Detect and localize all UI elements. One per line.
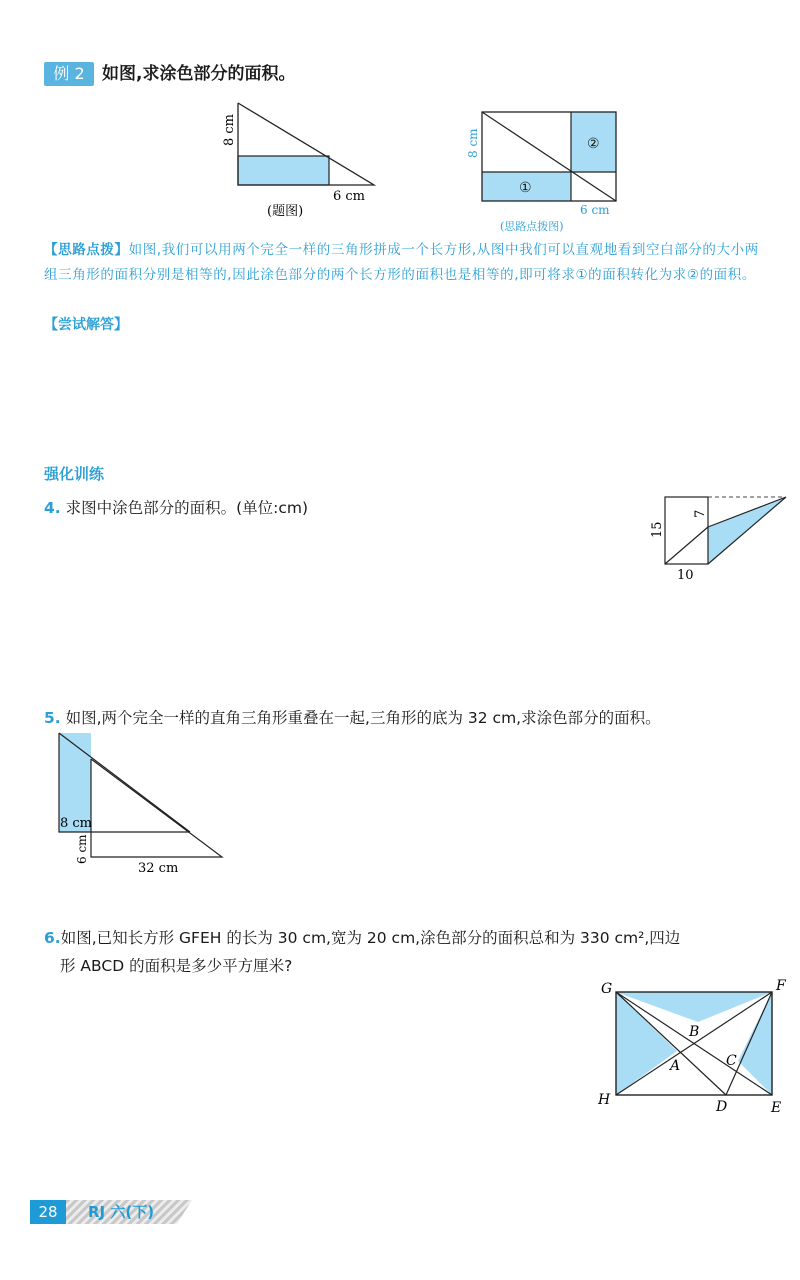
question-6-text-line2: 形 ABCD 的面积是多少平方厘米? — [60, 957, 293, 975]
fig2-label-8cm: 8 cm — [466, 128, 480, 158]
question-4-number: 4. — [44, 499, 61, 517]
q6-label-G: G — [601, 981, 613, 997]
example-title: 如图,求涂色部分的面积。 — [102, 64, 296, 84]
question-5-number: 5. — [44, 709, 61, 727]
fig2-region-1-label: ① — [519, 180, 532, 196]
hint-tag: 【思路点拨】 — [44, 242, 129, 258]
example-badge: 例 2 — [44, 62, 94, 86]
section-title: 强化训练 — [44, 465, 105, 483]
fig1-caption: (题图) — [267, 204, 304, 219]
q5-label-6cm: 6 cm — [75, 834, 89, 864]
q4-label-15: 15 — [650, 521, 665, 538]
q4-label-7: 7 — [693, 509, 708, 518]
q6-label-E: E — [771, 1100, 782, 1116]
q5-label-8cm: 8 cm — [60, 816, 93, 831]
question-6-number: 6. — [44, 929, 61, 947]
q6-shaded-right — [738, 992, 772, 1095]
question-4-text: 求图中涂色部分的面积。(单位:cm) — [65, 499, 309, 517]
q6-label-A: A — [670, 1058, 681, 1074]
fig2-region-2-label: ② — [587, 136, 600, 152]
q5-label-32cm: 32 cm — [138, 861, 179, 876]
q6-label-C: C — [726, 1053, 737, 1069]
question-5-text: 如图,两个完全一样的直角三角形重叠在一起,三角形的底为 32 cm,求涂色部分的面积。 — [65, 709, 661, 727]
hint-text: 如图,我们可以用两个完全一样的三角形拼成一个长方形,从图中我们可以直观地看到空白部分的大小两组三角形的面积分别是相等的,因此涂色部分的两个长方形的面积也是相等的,即可将求①的面积转化为求②的面积。 — [44, 242, 759, 283]
try-answer-label: 【尝试解答】 — [44, 317, 128, 333]
question-6-text-line1: 如图,已知长方形 GFEH 的长为 30 cm,宽为 20 cm,涂色部分的面积总和为 330 cm²,四边 — [60, 929, 681, 947]
page-number: 28 — [30, 1200, 66, 1224]
q4-label-10: 10 — [677, 568, 694, 583]
q6-label-B: B — [689, 1024, 700, 1040]
fig2-caption: (思路点拨图) — [500, 220, 564, 233]
fig1-label-8cm: 8 cm — [222, 113, 237, 146]
q6-label-F: F — [776, 978, 786, 994]
q6-label-D: D — [716, 1099, 728, 1115]
footer-label: RJ 六(下) — [88, 1203, 155, 1221]
fig1-label-6cm: 6 cm — [333, 189, 366, 204]
fig2-label-6cm: 6 cm — [580, 203, 610, 217]
q6-label-H: H — [598, 1092, 611, 1108]
